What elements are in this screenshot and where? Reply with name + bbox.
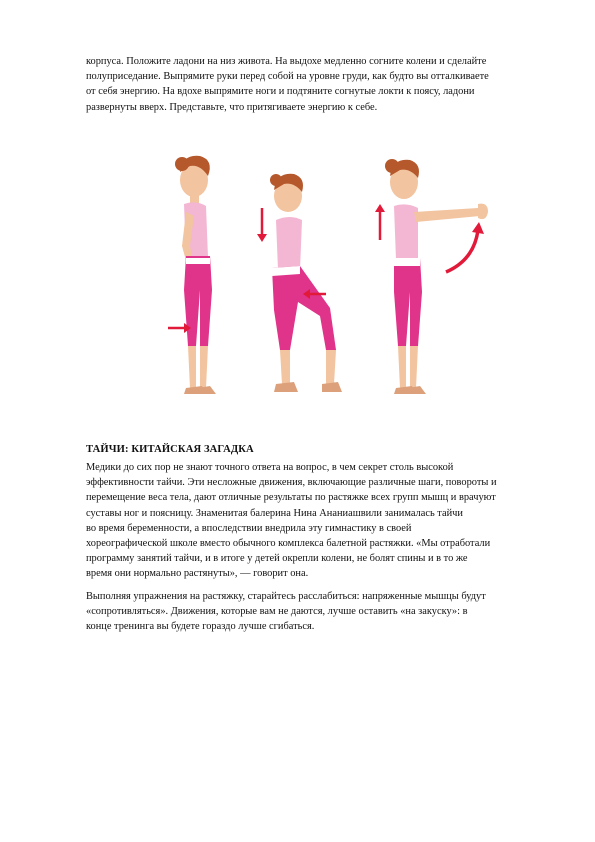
text-line: корпуса. Положите ладони на низ живота. На выдохе медленно согните колени и сделайте	[86, 56, 487, 67]
text-line: программу занятий тайчи, и в итоге у детей окрепли колени, не болят спины и в то же	[86, 553, 468, 565]
text-line: суставы ног и поясницу. Знаменитая балерина Нина Ананиашвили занималась тайчи	[86, 507, 463, 519]
body-paragraph	[86, 460, 538, 582]
text-line: развернуты вверх. Представьте, что притягиваете энергию к себе.	[86, 101, 378, 113]
figure-squat	[257, 174, 342, 392]
closing-paragraph	[86, 589, 538, 635]
text-line: конце тренинга вы будете гораздо лучше сгибаться.	[86, 621, 315, 633]
text-line: перемещение веса тела, дают отличные результаты по растяжке всех групп мышц и врачуют	[86, 492, 496, 504]
exercise-illustration	[160, 150, 500, 412]
figure-arms-forward	[375, 159, 488, 394]
text-line: от себя энергию. На вдохе выпрямите ноги и подтяните согнутые локти к поясу, ладони	[86, 86, 475, 98]
text-line: Медики до сих пор не знают точного ответа на вопрос, в чем секрет столь высокой	[86, 462, 454, 473]
section-heading: ТАЙЧИ: КИТАЙСКАЯ ЗАГАДКА	[86, 444, 254, 455]
text-line: время они нормально растянуты», — говорит она.	[86, 568, 309, 580]
text-line: «сопротивляться». Движения, которые вам не даются, лучше оставить «на закуску»: в	[86, 606, 468, 618]
text-line: хореографической школе вместо обычного комплекса балетной растяжки. «Мы отработали	[86, 538, 491, 550]
text-line: во время беременности, а впоследствии внедрила эту гимнастику в своей	[86, 522, 412, 534]
text-line: Выполняя упражнения на растяжку, старайтесь расслабиться: напряженные мышцы будут	[86, 591, 486, 602]
text-line: эффективности тайчи. Эти несложные движения, включающие различные шаги, повороты и	[86, 477, 497, 489]
intro-paragraph	[86, 54, 538, 115]
figure-standing	[168, 156, 216, 394]
text-line: полуприседание. Выпрямите руки перед собой на уровне груди, как будто вы отталкиваете	[86, 71, 489, 83]
